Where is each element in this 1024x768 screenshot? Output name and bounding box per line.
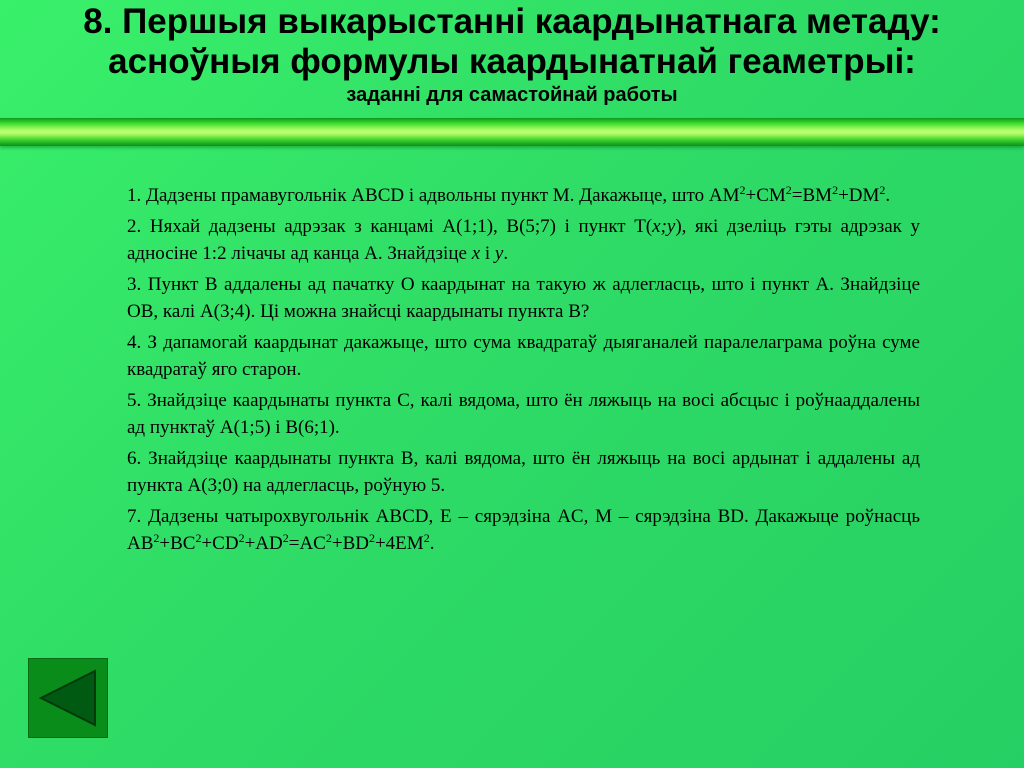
back-button[interactable] (28, 658, 108, 738)
task-item-3 (127, 271, 920, 325)
task-text: +BC (159, 533, 196, 554)
triangle-left-icon (29, 659, 107, 737)
task-text: З дапамогай каардынат дакажыце, што сума квадратаў дыяганалей паралелаграма роўна суме квадратаў яго старон. (127, 332, 920, 380)
slide-title-line-1: 8. Першыя выкарыстанні каардынатнага метаду: (83, 2, 941, 41)
task-text: Дадзены чатырохвугольнік ABCD, E – сярэдзіна AC, M – сярэдзіна BD. Дакажыце роўнасць AB (127, 506, 921, 554)
variable-y: y (494, 243, 504, 264)
task-text: . (429, 533, 435, 554)
task-text: Няхай дадзены адрэзак з канцамі A(1;1), B(5;7) і пункт T( (149, 216, 653, 237)
superscript: 2 (423, 531, 430, 545)
superscript: 2 (785, 183, 792, 197)
task-text: +CD (201, 533, 239, 554)
task-text: +BD (331, 533, 369, 554)
slide-title-line-2: асноўныя формулы каардынатнай геаметрыі: (108, 42, 916, 81)
variable-x: x (471, 243, 481, 264)
task-item-4 (127, 329, 920, 383)
task-number: 5. (127, 390, 142, 411)
superscript: 2 (282, 531, 289, 545)
task-number: 2. (127, 216, 142, 237)
task-number: 6. (127, 448, 142, 469)
task-text: Знайдзіце каардынаты пункта C, калі вядома, што ён ляжыць на восі абсцыс і роўнааддалены ад пунктаў A(1;5) і B(6;1). (127, 390, 920, 438)
task-text: Пункт B аддалены ад пачатку O каардынат на такую ж адлегласць, што і пункт A. Знайдзіце OB, калі A(3;4). Ці можна знайсці каардынаты пункта B? (127, 274, 921, 322)
superscript: 2 (832, 183, 839, 197)
header-divider-bar (0, 118, 1024, 146)
slide-header (0, 2, 1024, 106)
superscript: 2 (368, 531, 375, 545)
superscript: 2 (739, 183, 746, 197)
superscript: 2 (238, 531, 245, 545)
task-item-7 (127, 503, 920, 557)
slide-subtitle: заданні для самастойнай работы (346, 84, 678, 106)
task-text: . (503, 243, 509, 264)
task-text: =BM (791, 185, 833, 206)
superscript: 2 (879, 183, 886, 197)
task-item-1 (127, 182, 920, 209)
superscript: 2 (325, 531, 332, 545)
task-text: +CM (745, 185, 786, 206)
superscript: 2 (195, 531, 202, 545)
task-text: =AC (288, 533, 326, 554)
task-number: 3. (127, 274, 142, 295)
task-number: 4. (127, 332, 142, 353)
task-item-5 (127, 387, 920, 441)
task-text: +DM (838, 185, 880, 206)
superscript: 2 (153, 531, 160, 545)
task-list (127, 182, 920, 561)
task-text: +4EM (374, 533, 424, 554)
task-text: ), які дзеліць гэты адрэзак у адносіне 1:2 лічачы ад канца A. Знайдзіце (127, 216, 921, 264)
task-text: +AD (244, 533, 283, 554)
task-text: Дадзены прамавугольнік ABCD і адвольны пункт M. Дакажыце, што AM (146, 185, 740, 206)
task-item-6 (127, 445, 920, 499)
task-text: . (885, 185, 891, 206)
task-text: Знайдзіце каардынаты пункта B, калі вядома, што ён ляжыць на восі ардынат і аддалены ад пункта A(3;0) на адлегласць, роўную 5. (127, 448, 921, 496)
task-number: 7. (127, 506, 142, 527)
task-text: і (480, 243, 495, 264)
task-number: 1. (127, 185, 142, 206)
variable-xy: x;y (652, 216, 676, 237)
task-item-2 (127, 213, 920, 267)
